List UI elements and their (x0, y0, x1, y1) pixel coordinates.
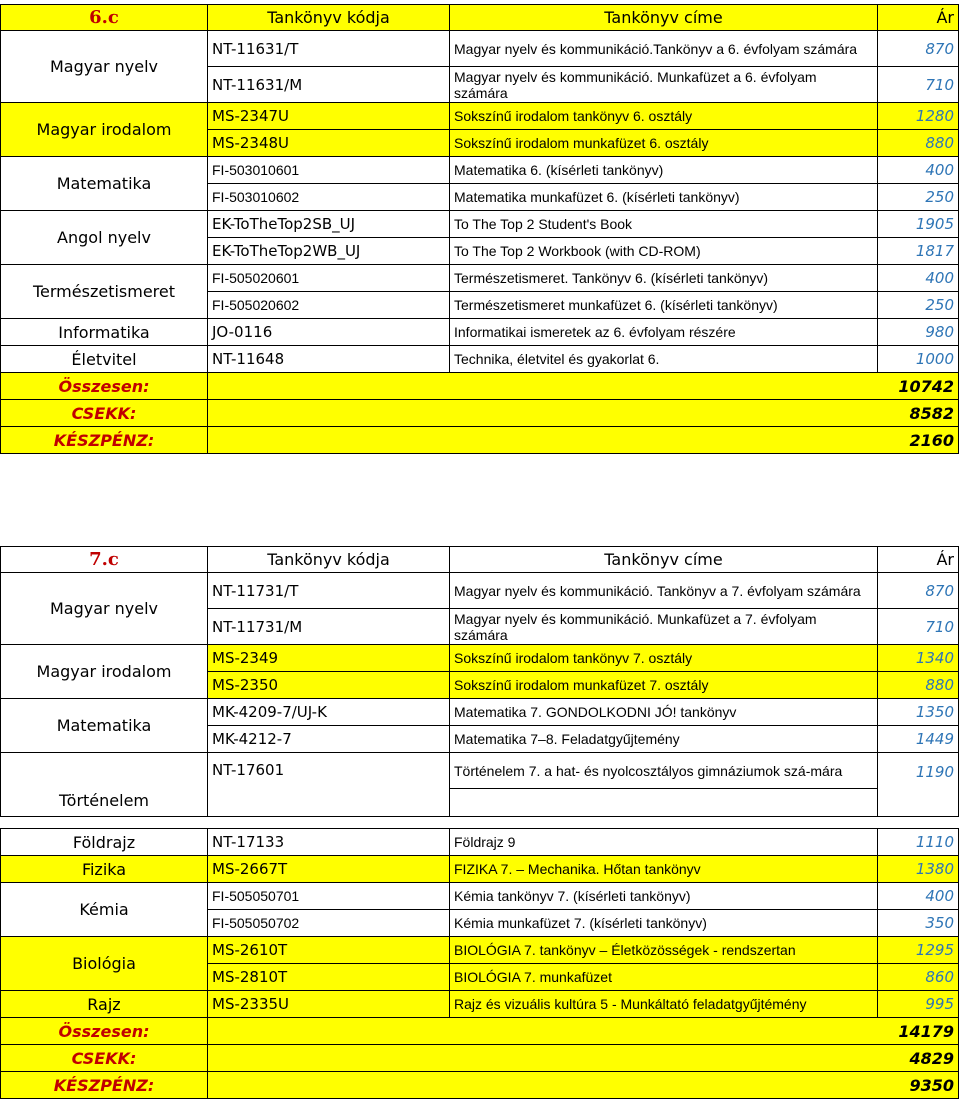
book-code: NT-11731/T (208, 573, 450, 609)
book-price: 1280 (878, 103, 959, 130)
class-label: 6.c (1, 5, 208, 31)
book-title: FIZIKA 7. – Mechanika. Hőtan tankönyv (450, 856, 878, 883)
book-code: NT-11631/M (208, 67, 450, 103)
book-code: EK-ToTheTop2WB_UJ (208, 238, 450, 265)
book-code: MK-4212-7 (208, 726, 450, 753)
subject-cell: Magyar nyelv (1, 573, 208, 645)
book-code: MS-2348U (208, 130, 450, 157)
check-label: CSEKK: (1, 1045, 208, 1072)
book-price: 1905 (878, 211, 959, 238)
book-title: Magyar nyelv és kommunikáció. Munkafüzet a 6. évfolyam számára (450, 67, 878, 103)
book-title: Kémia tankönyv 7. (kísérleti tankönyv) (450, 883, 878, 910)
total-value: 10742 (208, 373, 959, 400)
spacer-cell (878, 817, 959, 829)
subject-cell: Matematika (1, 699, 208, 753)
book-price: 250 (878, 184, 959, 211)
book-price: 880 (878, 672, 959, 699)
book-title: Sokszínű irodalom tankönyv 7. osztály (450, 645, 878, 672)
subject-cell: Biológia (1, 937, 208, 991)
book-title: Matematika 6. (kísérleti tankönyv) (450, 157, 878, 184)
table-row (1, 31, 959, 67)
book-price: 400 (878, 265, 959, 292)
subject-cell: Életvitel (1, 346, 208, 373)
check-row (1, 1045, 959, 1072)
book-price: 995 (878, 991, 959, 1018)
subject-cell: Magyar nyelv (1, 31, 208, 103)
subject-cell: Angol nyelv (1, 211, 208, 265)
grade6-book-table (0, 4, 959, 454)
table-row (1, 699, 959, 726)
table-row (1, 265, 959, 292)
cash-row (1, 427, 959, 454)
table-row (1, 103, 959, 130)
table-row (1, 829, 959, 856)
book-price: 1449 (878, 726, 959, 753)
book-price: 1817 (878, 238, 959, 265)
book-price: 400 (878, 157, 959, 184)
total-row (1, 1018, 959, 1045)
header-title: Tankönyv címe (450, 5, 878, 31)
book-price: 1350 (878, 699, 959, 726)
book-code: MS-2350 (208, 672, 450, 699)
book-code: NT-11631/T (208, 31, 450, 67)
header-price: Ár (878, 547, 959, 573)
check-row (1, 400, 959, 427)
book-price: 870 (878, 31, 959, 67)
check-value: 4829 (208, 1045, 959, 1072)
table-row (1, 573, 959, 609)
total-label: Összesen: (1, 373, 208, 400)
book-price: 880 (878, 130, 959, 157)
book-title: Földrajz 9 (450, 829, 878, 856)
book-title: To The Top 2 Workbook (with CD-ROM) (450, 238, 878, 265)
book-price: 350 (878, 910, 959, 937)
book-title: BIOLÓGIA 7. tankönyv – Életközösségek - rendszertan (450, 937, 878, 964)
table-row (1, 883, 959, 910)
table-row (1, 211, 959, 238)
book-code: NT-17601 (208, 753, 450, 817)
book-code: MS-2349 (208, 645, 450, 672)
book-price: 870 (878, 573, 959, 609)
total-label: Összesen: (1, 1018, 208, 1045)
book-title: Természetismeret munkafüzet 6. (kísérleti tankönyv) (450, 292, 878, 319)
table-row (1, 937, 959, 964)
book-price: 250 (878, 292, 959, 319)
spacer-cell (1, 817, 208, 829)
table-row (1, 991, 959, 1018)
subject-cell: Kémia (1, 883, 208, 937)
subject-cell: Magyar irodalom (1, 103, 208, 157)
book-title: Természetismeret. Tankönyv 6. (kísérleti tankönyv) (450, 265, 878, 292)
table-row (1, 346, 959, 373)
total-row (1, 373, 959, 400)
book-price: 860 (878, 964, 959, 991)
book-title: Rajz és vizuális kultúra 5 - Munkáltató feladatgyűjtémény (450, 991, 878, 1018)
book-code: MS-2610T (208, 937, 450, 964)
cash-value: 2160 (208, 427, 959, 454)
empty-cell (450, 789, 878, 817)
book-code: FI-503010602 (208, 184, 450, 211)
book-code: FI-505020602 (208, 292, 450, 319)
table-header-row (1, 547, 959, 573)
book-title: Matematika munkafüzet 6. (kísérleti tankönyv) (450, 184, 878, 211)
check-value: 8582 (208, 400, 959, 427)
cash-label: KÉSZPÉNZ: (1, 1072, 208, 1099)
book-title: Sokszínű irodalom munkafüzet 6. osztály (450, 130, 878, 157)
subject-cell: Magyar irodalom (1, 645, 208, 699)
book-price: 400 (878, 883, 959, 910)
cash-value: 9350 (208, 1072, 959, 1099)
book-title: Technika, életvitel és gyakorlat 6. (450, 346, 878, 373)
header-title: Tankönyv címe (450, 547, 878, 573)
book-title: Kémia munkafüzet 7. (kísérleti tankönyv) (450, 910, 878, 937)
subject-cell: Matematika (1, 157, 208, 211)
book-price: 710 (878, 609, 959, 645)
book-title: Informatikai ismeretek az 6. évfolyam részére (450, 319, 878, 346)
book-code: FI-505050702 (208, 910, 450, 937)
book-title: Magyar nyelv és kommunikáció. Tankönyv a 7. évfolyam számára (450, 573, 878, 609)
subject-cell: Fizika (1, 856, 208, 883)
book-code: MK-4209-7/UJ-K (208, 699, 450, 726)
table-row (1, 856, 959, 883)
subject-cell: Természetismeret (1, 265, 208, 319)
book-price: 1000 (878, 346, 959, 373)
cash-label: KÉSZPÉNZ: (1, 427, 208, 454)
subject-cell: Történelem (1, 753, 208, 817)
book-code: FI-505020601 (208, 265, 450, 292)
book-title: Matematika 7–8. Feladatgyűjtemény (450, 726, 878, 753)
subject-cell: Földrajz (1, 829, 208, 856)
spacer-cell (450, 817, 878, 829)
book-code: MS-2667T (208, 856, 450, 883)
book-title: To The Top 2 Student's Book (450, 211, 878, 238)
book-code: FI-503010601 (208, 157, 450, 184)
book-code: JO-0116 (208, 319, 450, 346)
class-label: 7.c (1, 547, 208, 573)
total-value: 14179 (208, 1018, 959, 1045)
book-price: 1340 (878, 645, 959, 672)
section-spacer (1, 817, 959, 829)
table-row (1, 157, 959, 184)
book-title: BIOLÓGIA 7. munkafüzet (450, 964, 878, 991)
book-code: NT-17133 (208, 829, 450, 856)
book-title: Sokszínű irodalom munkafüzet 7. osztály (450, 672, 878, 699)
header-code: Tankönyv kódja (208, 547, 450, 573)
table-row (1, 645, 959, 672)
book-title: Sokszínű irodalom tankönyv 6. osztály (450, 103, 878, 130)
book-code: NT-11648 (208, 346, 450, 373)
book-code: EK-ToTheTop2SB_UJ (208, 211, 450, 238)
book-title: Matematika 7. GONDOLKODNI JÓ! tankönyv (450, 699, 878, 726)
header-price: Ár (878, 5, 959, 31)
book-price: 1190 (878, 753, 959, 817)
book-price: 1295 (878, 937, 959, 964)
grade7-book-table (0, 546, 959, 1099)
check-label: CSEKK: (1, 400, 208, 427)
table-row (1, 753, 959, 789)
book-code: FI-505050701 (208, 883, 450, 910)
book-title: Magyar nyelv és kommunikáció. Munkafüzet a 7. évfolyam számára (450, 609, 878, 645)
header-code: Tankönyv kódja (208, 5, 450, 31)
book-code: MS-2810T (208, 964, 450, 991)
book-price: 1110 (878, 829, 959, 856)
cash-row (1, 1072, 959, 1099)
book-title: Magyar nyelv és kommunikáció.Tankönyv a 6. évfolyam számára (450, 31, 878, 67)
table-header-row (1, 5, 959, 31)
book-price: 1380 (878, 856, 959, 883)
subject-cell: Rajz (1, 991, 208, 1018)
subject-cell: Informatika (1, 319, 208, 346)
book-price: 980 (878, 319, 959, 346)
spacer-cell (208, 817, 450, 829)
book-price: 710 (878, 67, 959, 103)
table-row (1, 319, 959, 346)
book-code: NT-11731/M (208, 609, 450, 645)
book-title: Történelem 7. a hat- és nyolcosztályos gimnáziumok szá-mára (450, 753, 878, 789)
book-code: MS-2347U (208, 103, 450, 130)
book-code: MS-2335U (208, 991, 450, 1018)
